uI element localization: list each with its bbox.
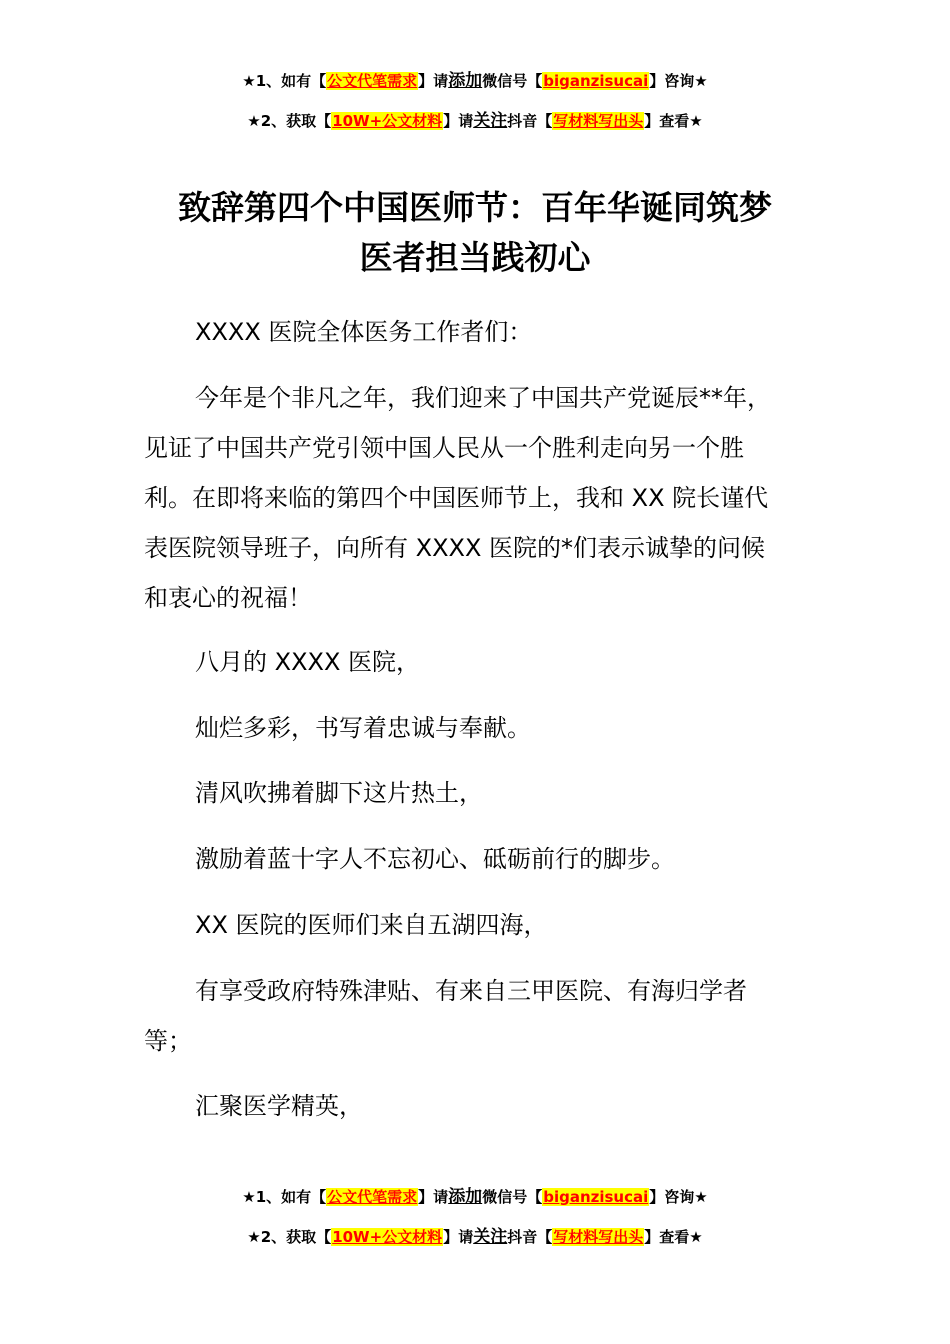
banner-highlight: 10W+公文材料	[332, 112, 443, 130]
banner-text: 微信号【	[482, 1188, 543, 1206]
banner-highlight: 写材料写出头	[553, 1228, 644, 1246]
header-banner-line-2	[0, 110, 950, 132]
banner-text: 】请	[418, 1188, 449, 1206]
banner-emphasis: 关注	[473, 1227, 508, 1247]
banner-emphasis: 关注	[473, 111, 508, 131]
verse-paragraph	[144, 966, 834, 1066]
paragraph-line: 有享受政府特殊津贴、有来自三甲医院、有海归学者	[195, 977, 747, 1005]
verse-line: 灿烂多彩，书写着忠诚与奉献。	[195, 714, 531, 742]
banner-text: 】查看★	[644, 1228, 703, 1246]
banner-text: ★2、获取【	[247, 112, 332, 130]
footer-banner-line-1	[0, 1186, 950, 1208]
banner-highlight: 公文代笔需求	[327, 1188, 418, 1206]
paragraph-line: 等；	[144, 1027, 192, 1055]
banner-text: 】请	[443, 1228, 474, 1246]
header-banner-line-1	[0, 70, 950, 92]
banner-text: 】咨询★	[649, 72, 708, 90]
salutation: XXXX 医院全体医务工作者们：	[195, 318, 533, 346]
paragraph-line: 今年是个非凡之年，我们迎来了中国共产党诞辰**年，	[195, 384, 771, 412]
banner-text: 微信号【	[482, 72, 543, 90]
banner-highlight: biganzisucai	[543, 72, 649, 90]
banner-text: ★1、如有【	[242, 1188, 327, 1206]
banner-emphasis: 添加	[448, 1187, 483, 1207]
document-title-line-1: 致辞第四个中国医师节：百年华诞同筑梦	[178, 188, 772, 227]
banner-text: 】咨询★	[649, 1188, 708, 1206]
verse-line: 清风吹拂着脚下这片热土，	[195, 779, 483, 807]
banner-highlight: biganzisucai	[543, 1188, 649, 1206]
paragraph-line: 表医院领导班子，向所有 XXXX 医院的*们表示诚挚的问候	[144, 534, 766, 562]
banner-text: 抖音【	[507, 1228, 553, 1246]
banner-highlight: 写材料写出头	[553, 112, 644, 130]
banner-text: 】请	[443, 112, 474, 130]
document-title-line-2: 医者担当践初心	[359, 238, 591, 277]
banner-emphasis: 添加	[448, 71, 483, 91]
paragraph-line: 见证了中国共产党引领中国人民从一个胜利走向另一个胜	[144, 434, 744, 462]
banner-text: ★2、获取【	[247, 1228, 332, 1246]
verse-line: XX 医院的医师们来自五湖四海，	[195, 911, 548, 939]
footer-banner-line-2	[0, 1226, 950, 1248]
banner-text: ★1、如有【	[242, 72, 327, 90]
verse-line: 激励着蓝十字人不忘初心、砥砺前行的脚步。	[195, 845, 675, 873]
verse-line: 八月的 XXXX 医院，	[195, 648, 421, 676]
banner-highlight: 10W+公文材料	[332, 1228, 443, 1246]
banner-highlight: 公文代笔需求	[327, 72, 418, 90]
paragraph-line: 利。在即将来临的第四个中国医师节上，我和 XX 院长谨代	[144, 484, 769, 512]
banner-text: 】查看★	[644, 112, 703, 130]
paragraph-line: 和衷心的祝福！	[144, 584, 312, 612]
banner-text: 抖音【	[507, 112, 553, 130]
banner-text: 】请	[418, 72, 449, 90]
verse-line: 汇聚医学精英，	[195, 1092, 363, 1120]
paragraph-1	[144, 373, 834, 623]
